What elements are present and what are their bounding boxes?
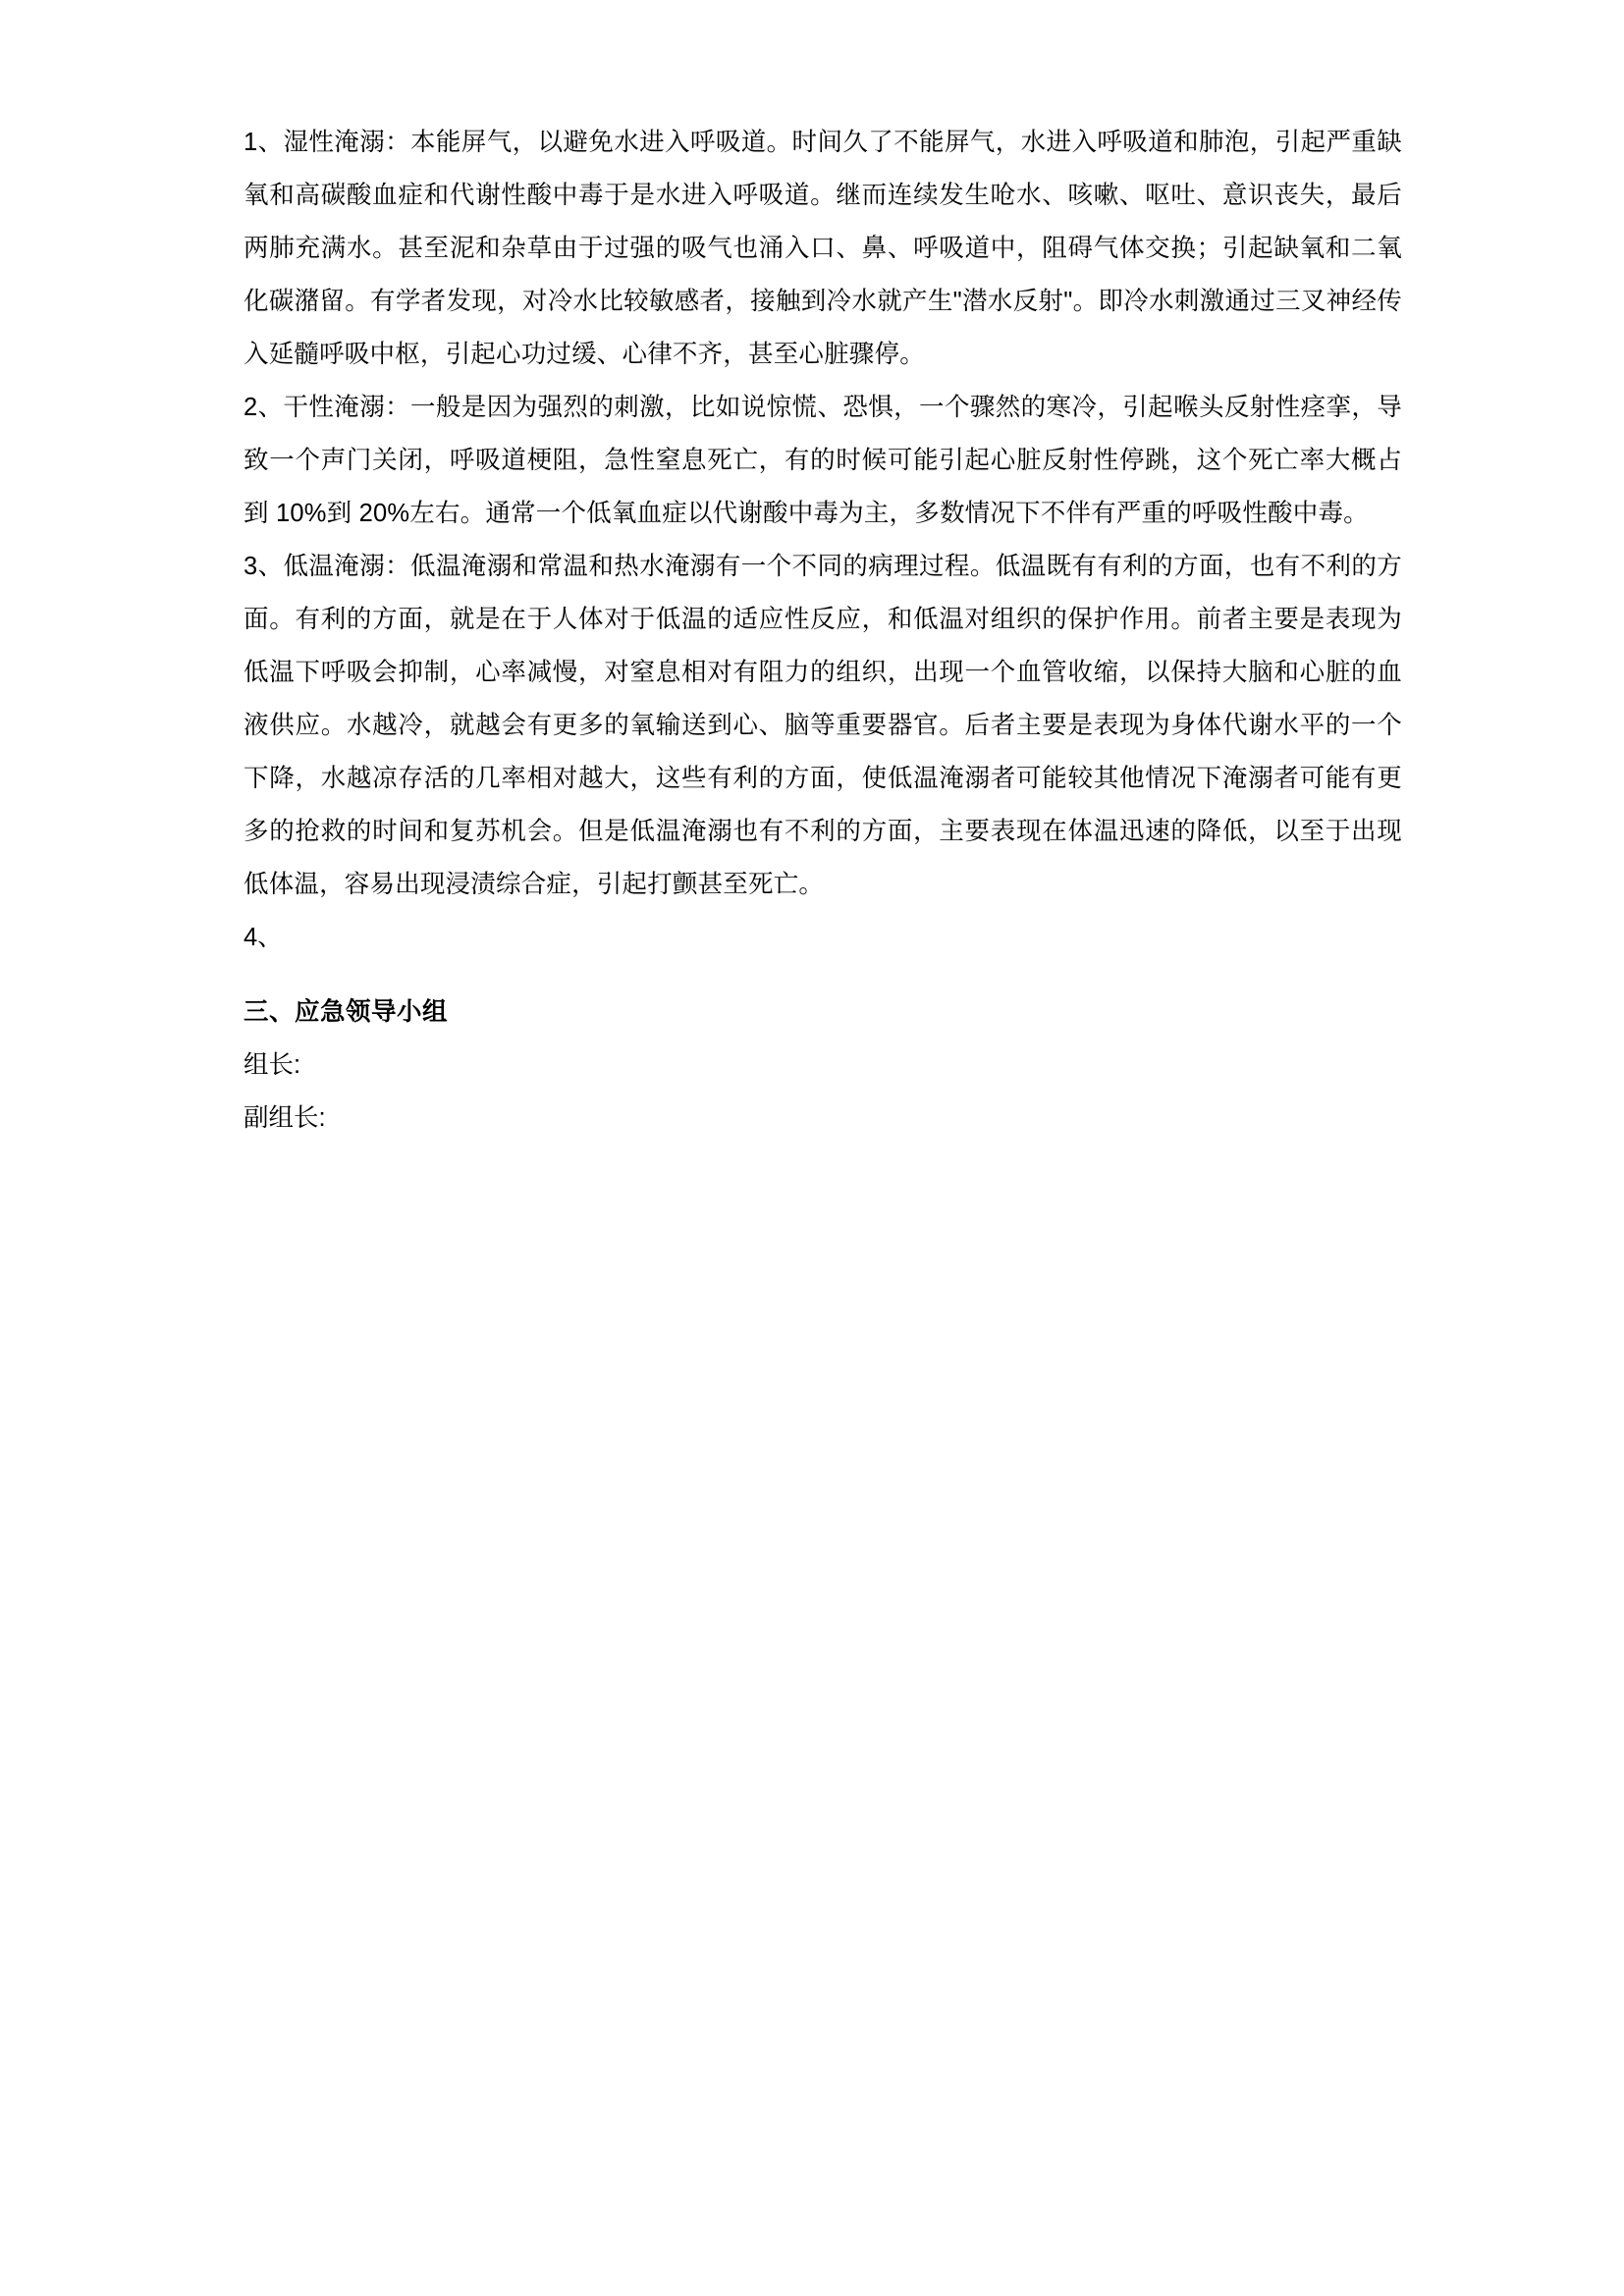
paragraph-dry-drowning: 2、干性淹溺：一般是因为强烈的刺激，比如说惊慌、恐惧，一个骤然的寒冷，引起喉头反射性痉挛，导致一个声门关闭，呼吸道梗阻，急性窒息死亡，有的时候可能引起心脏反射性停跳，这个死亡率大概占到 10%到 20%左右。通常一个低氧血症以代谢酸中毒为主，多数情况下不伴有严重的呼吸性酸中毒。 bbox=[244, 394, 1402, 527]
field-label-group-leader: 组长: bbox=[244, 1051, 301, 1079]
paragraph-item-four: 4、 bbox=[244, 924, 283, 951]
document-body bbox=[244, 116, 1402, 1145]
heading-spacer bbox=[244, 964, 1402, 986]
paragraph-hypothermic-drowning: 3、低温淹溺：低温淹溺和常温和热水淹溺有一个不同的病理过程。低温既有有利的方面，也有不利的方面。有利的方面，就是在于人体对于低温的适应性反应，和低温对组织的保护作用。前者主要是表现为低温下呼吸会抑制，心率减慢，对窒息相对有阻力的组织，出现一个血管收缩，以保持大脑和心脏的血液供应。水越冷，就越会有更多的氧输送到心、脑等重要器官。后者主要是表现为身体代谢水平的一个下降，水越凉存活的几率相对越大，这些有利的方面，使低温淹溺者可能较其他情况下淹溺者可能有更多的抢救的时间和复苏机会。但是低温淹溺也有不利的方面，主要表现在体温迅速的降低，以至于出现低体温，容易出现浸渍综合症，引起打颤甚至死亡。 bbox=[244, 553, 1402, 898]
paragraph-wet-drowning: 1、湿性淹溺：本能屏气，以避免水进入呼吸道。时间久了不能屏气，水进入呼吸道和肺泡，引起严重缺氧和高碳酸血症和代谢性酸中毒于是水进入呼吸道。继而连续发生呛水、咳嗽、呕吐、意识丧失，最后两肺充满水。甚至泥和杂草由于过强的吸气也涌入口、鼻、呼吸道中，阻碍气体交换；引起缺氧和二氧化碳潴留。有学者发现，对冷水比较敏感者，接触到冷水就产生"潜水反射"。即冷水刺激通过三叉神经传入延髓呼吸中枢，引起心功过缓、心律不齐，甚至心脏骤停。 bbox=[244, 129, 1402, 368]
section-heading-emergency-leadership-group: 三、应急领导小组 bbox=[244, 998, 449, 1026]
field-label-deputy-group-leader: 副组长: bbox=[244, 1104, 326, 1132]
